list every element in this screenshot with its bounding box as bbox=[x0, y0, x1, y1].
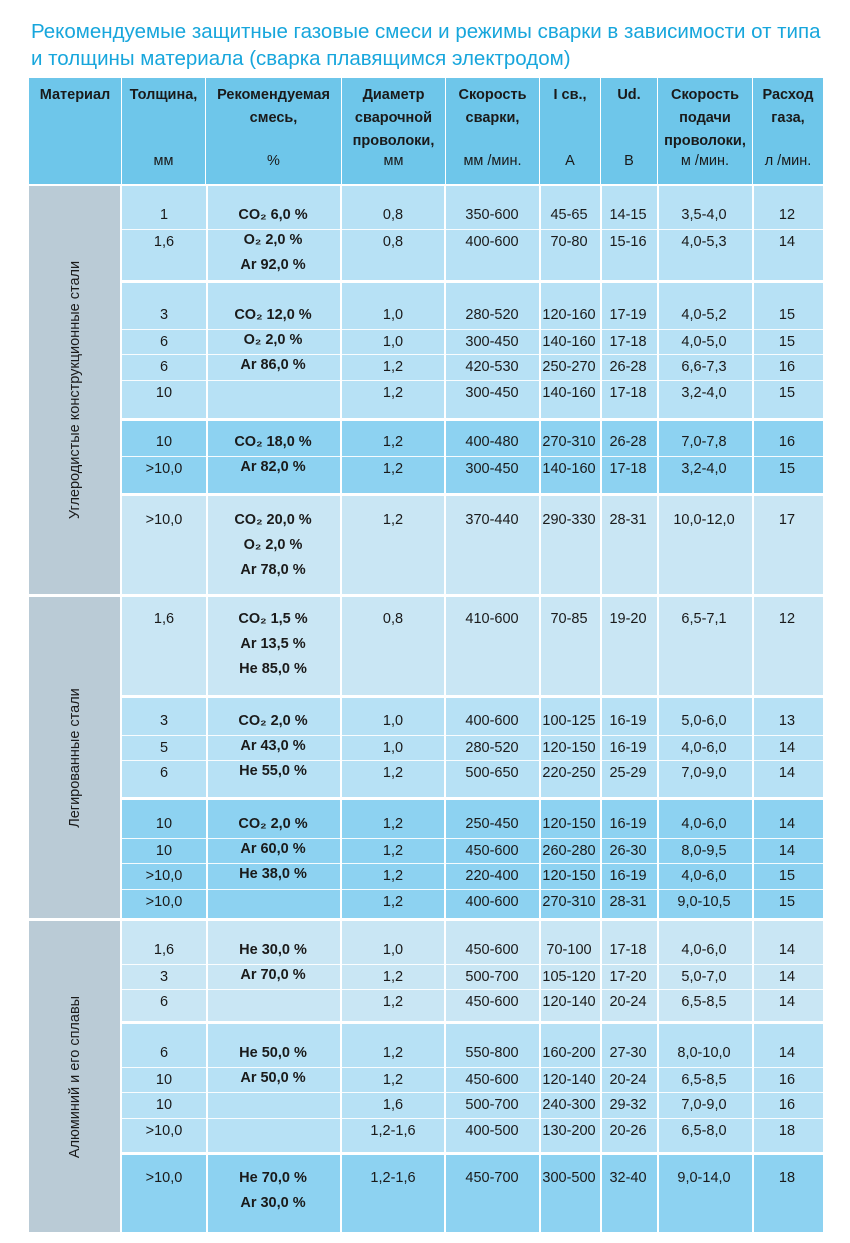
cell-gas-flow: 16 bbox=[778, 359, 796, 375]
cell-voltage: 26-30 bbox=[609, 842, 647, 859]
cell-thickness: >10,0 bbox=[145, 1122, 183, 1139]
table-row bbox=[122, 1041, 823, 1066]
cell-wire-diameter: 1,2 bbox=[382, 994, 404, 1010]
cell-wire-diameter: 1,2 bbox=[382, 842, 404, 859]
cell-wire-diameter: 1,2 bbox=[382, 1045, 404, 1061]
table-row bbox=[122, 812, 823, 837]
cell-thickness: 1,6 bbox=[153, 233, 175, 250]
cell-wire-diameter: 1,0 bbox=[382, 942, 404, 958]
cell-wire-diameter: 0,8 bbox=[382, 207, 404, 223]
cell-wire-diameter: 1,2 bbox=[382, 1071, 404, 1088]
cell-thickness: 6 bbox=[159, 1045, 169, 1061]
cell-thickness: 6 bbox=[159, 333, 169, 350]
cell-gas-flow: 13 bbox=[778, 713, 796, 729]
table-row bbox=[122, 735, 823, 761]
mixture-group bbox=[122, 1155, 823, 1232]
cell-thickness: 5 bbox=[159, 739, 169, 756]
cell-current: 120-150 bbox=[542, 868, 596, 884]
cell-current: 130-200 bbox=[542, 1122, 596, 1139]
gas-component: He 85,0 % bbox=[239, 661, 307, 677]
cell-wire-feed: 3,2-4,0 bbox=[681, 384, 727, 401]
header-welding-speed: Скорость сварки, мм /мин. bbox=[446, 78, 540, 184]
cell-thickness: 6 bbox=[159, 994, 169, 1010]
cell-wire-feed: 8,0-9,5 bbox=[681, 842, 727, 859]
cell-voltage: 17-18 bbox=[609, 333, 647, 350]
cell-current: 120-150 bbox=[542, 739, 596, 756]
table-row bbox=[122, 964, 823, 990]
gas-component: O₂ 2,0 % bbox=[243, 332, 303, 348]
cell-voltage: 17-18 bbox=[609, 384, 647, 401]
cell-voltage: 16-19 bbox=[609, 739, 647, 756]
cell-gas-flow: 15 bbox=[778, 460, 796, 477]
cell-wire-feed: 5,0-6,0 bbox=[681, 713, 727, 729]
cell-welding-speed: 280-520 bbox=[465, 307, 519, 323]
mixture-group bbox=[122, 921, 823, 1021]
category-label: Легированные стали bbox=[66, 687, 83, 828]
cell-current: 120-140 bbox=[542, 1071, 596, 1088]
cell-welding-speed: 450-600 bbox=[465, 942, 519, 958]
cell-wire-feed: 9,0-10,5 bbox=[677, 893, 731, 910]
cell-wire-diameter: 0,8 bbox=[382, 611, 404, 627]
cell-wire-feed: 7,0-7,8 bbox=[681, 434, 727, 450]
cell-wire-feed: 9,0-14,0 bbox=[677, 1170, 731, 1186]
cell-voltage: 17-19 bbox=[609, 307, 647, 323]
cell-wire-feed: 3,2-4,0 bbox=[681, 460, 727, 477]
cell-current: 220-250 bbox=[542, 765, 596, 781]
gas-component: CO₂ 12,0 % bbox=[234, 307, 312, 323]
cell-welding-speed: 370-440 bbox=[465, 512, 519, 528]
cell-current: 270-310 bbox=[542, 434, 596, 450]
category-label: Углеродистые конструкционные стали bbox=[66, 260, 83, 520]
cell-wire-feed: 4,0-6,0 bbox=[681, 942, 727, 958]
cell-gas-flow: 15 bbox=[778, 307, 796, 323]
cell-welding-speed: 220-400 bbox=[465, 868, 519, 884]
cell-welding-speed: 410-600 bbox=[465, 611, 519, 627]
cell-gas-flow: 14 bbox=[778, 994, 796, 1010]
cell-wire-diameter: 1,2 bbox=[382, 868, 404, 884]
cell-wire-diameter: 1,2 bbox=[382, 816, 404, 832]
cell-welding-speed: 500-700 bbox=[465, 1097, 519, 1113]
cell-welding-speed: 420-530 bbox=[465, 359, 519, 375]
cell-welding-speed: 500-650 bbox=[465, 765, 519, 781]
cell-welding-speed: 300-450 bbox=[465, 460, 519, 477]
cell-wire-feed: 6,5-8,5 bbox=[681, 994, 727, 1010]
cell-voltage: 27-30 bbox=[609, 1045, 647, 1061]
header-material: Материал bbox=[29, 78, 122, 184]
mixture-group bbox=[122, 698, 823, 797]
cell-thickness: 3 bbox=[159, 307, 169, 323]
cell-voltage: 32-40 bbox=[609, 1170, 647, 1186]
cell-welding-speed: 400-480 bbox=[465, 434, 519, 450]
cell-wire-diameter: 1,6 bbox=[382, 1097, 404, 1113]
cell-current: 140-160 bbox=[542, 384, 596, 401]
cell-wire-diameter: 1,0 bbox=[382, 739, 404, 756]
cell-current: 70-85 bbox=[550, 611, 588, 627]
cell-gas-flow: 18 bbox=[778, 1122, 796, 1139]
cell-voltage: 16-19 bbox=[609, 816, 647, 832]
cell-gas-flow: 14 bbox=[778, 765, 796, 781]
cell-gas-flow: 14 bbox=[778, 816, 796, 832]
header-wire-diameter: Диаметр сварочной проволоки, мм bbox=[342, 78, 446, 184]
cell-gas-flow: 12 bbox=[778, 207, 796, 223]
gas-component: CO₂ 6,0 % bbox=[238, 207, 308, 223]
gas-component: CO₂ 20,0 % bbox=[234, 512, 312, 528]
cell-thickness: 1,6 bbox=[153, 942, 175, 958]
cell-gas-flow: 14 bbox=[778, 739, 796, 756]
cell-wire-feed: 4,0-5,3 bbox=[681, 233, 727, 250]
cell-welding-speed: 450-600 bbox=[465, 1071, 519, 1088]
table-row bbox=[122, 456, 823, 482]
cell-wire-diameter: 1,0 bbox=[382, 333, 404, 350]
gas-component: Ar 13,5 % bbox=[240, 636, 306, 652]
page-title: Рекомендуемые защитные газовые смеси и режимы сварки в зависимости от типа и толщины материала (сварка плавящимся электродом) bbox=[31, 20, 821, 70]
mixture-group bbox=[122, 1024, 823, 1152]
cell-current: 270-310 bbox=[542, 893, 596, 910]
gas-component: He 50,0 % bbox=[239, 1045, 307, 1061]
table-row bbox=[122, 508, 823, 533]
table-row bbox=[122, 329, 823, 355]
cell-welding-speed: 300-450 bbox=[465, 384, 519, 401]
cell-gas-flow: 16 bbox=[778, 1097, 796, 1113]
cell-gas-flow: 17 bbox=[778, 512, 796, 528]
table-row bbox=[122, 838, 823, 864]
gas-component: He 38,0 % bbox=[239, 866, 307, 882]
header-gas-mix: Рекомендуемая смесь, % bbox=[206, 78, 342, 184]
cell-voltage: 16-19 bbox=[609, 713, 647, 729]
cell-wire-diameter: 1,2 bbox=[382, 968, 404, 985]
cell-voltage: 15-16 bbox=[609, 233, 647, 250]
cell-welding-speed: 400-600 bbox=[465, 233, 519, 250]
gas-component: Ar 86,0 % bbox=[240, 357, 306, 373]
category-cell bbox=[29, 921, 120, 1232]
table-row bbox=[122, 709, 823, 734]
table-row bbox=[122, 354, 823, 380]
cell-thickness: >10,0 bbox=[145, 868, 183, 884]
cell-current: 70-80 bbox=[550, 233, 588, 250]
table-row bbox=[122, 203, 823, 228]
cell-current: 250-270 bbox=[542, 359, 596, 375]
cell-gas-flow: 14 bbox=[778, 842, 796, 859]
category-cell bbox=[29, 597, 120, 918]
cell-wire-feed: 4,0-6,0 bbox=[681, 868, 727, 884]
cell-voltage: 17-20 bbox=[609, 968, 647, 985]
cell-wire-feed: 4,0-6,0 bbox=[681, 816, 727, 832]
gas-component: Ar 82,0 % bbox=[240, 459, 306, 475]
category-cell bbox=[29, 186, 120, 594]
cell-current: 140-160 bbox=[542, 333, 596, 350]
cell-wire-diameter: 0,8 bbox=[382, 233, 404, 250]
table-row bbox=[122, 989, 823, 1015]
cell-wire-diameter: 1,2 bbox=[382, 359, 404, 375]
cell-current: 290-330 bbox=[542, 512, 596, 528]
header-voltage: Ud. В bbox=[601, 78, 658, 184]
cell-thickness: 3 bbox=[159, 968, 169, 985]
cell-welding-speed: 500-700 bbox=[465, 968, 519, 985]
table-row bbox=[122, 607, 823, 632]
cell-current: 120-160 bbox=[542, 307, 596, 323]
cell-thickness: 10 bbox=[155, 816, 173, 832]
gas-component: He 70,0 % bbox=[239, 1170, 307, 1186]
table-row bbox=[122, 1166, 823, 1191]
cell-welding-speed: 400-500 bbox=[465, 1122, 519, 1139]
cell-current: 300-500 bbox=[542, 1170, 596, 1186]
gas-component: He 30,0 % bbox=[239, 942, 307, 958]
table-row bbox=[122, 1092, 823, 1118]
cell-welding-speed: 550-800 bbox=[465, 1045, 519, 1061]
cell-wire-feed: 7,0-9,0 bbox=[681, 1097, 727, 1113]
gas-component: Ar 50,0 % bbox=[240, 1070, 306, 1086]
cell-wire-feed: 4,0-5,2 bbox=[681, 307, 727, 323]
cell-thickness: >10,0 bbox=[145, 893, 183, 910]
cell-current: 260-280 bbox=[542, 842, 596, 859]
mixture-group bbox=[122, 283, 823, 418]
cell-wire-diameter: 1,2-1,6 bbox=[370, 1170, 416, 1186]
cell-gas-flow: 15 bbox=[778, 333, 796, 350]
table-row bbox=[122, 938, 823, 963]
cell-thickness: >10,0 bbox=[145, 460, 183, 477]
gas-component: Ar 30,0 % bbox=[240, 1195, 306, 1211]
cell-wire-feed: 6,5-7,1 bbox=[681, 611, 727, 627]
cell-gas-flow: 16 bbox=[778, 1071, 796, 1088]
cell-voltage: 14-15 bbox=[609, 207, 647, 223]
mixture-group bbox=[122, 800, 823, 918]
cell-gas-flow: 16 bbox=[778, 434, 796, 450]
cell-gas-flow: 15 bbox=[778, 384, 796, 401]
cell-voltage: 25-29 bbox=[609, 765, 647, 781]
gas-component: Ar 70,0 % bbox=[240, 967, 306, 983]
cell-wire-feed: 7,0-9,0 bbox=[681, 765, 727, 781]
cell-voltage: 17-18 bbox=[609, 942, 647, 958]
cell-thickness: 6 bbox=[159, 359, 169, 375]
cell-welding-speed: 350-600 bbox=[465, 207, 519, 223]
table-row bbox=[122, 1067, 823, 1093]
table-row bbox=[122, 863, 823, 889]
cell-wire-diameter: 1,2-1,6 bbox=[370, 1122, 416, 1139]
cell-current: 105-120 bbox=[542, 968, 596, 985]
cell-current: 140-160 bbox=[542, 460, 596, 477]
table-row bbox=[122, 760, 823, 786]
cell-voltage: 28-31 bbox=[609, 512, 647, 528]
cell-thickness: 1 bbox=[159, 207, 169, 223]
cell-gas-flow: 14 bbox=[778, 233, 796, 250]
gas-component: Ar 92,0 % bbox=[240, 257, 306, 273]
header-wire-feed: Скорость подачи проволоки, м /мин. bbox=[658, 78, 753, 184]
table-header bbox=[29, 78, 823, 184]
cell-wire-feed: 10,0-12,0 bbox=[673, 512, 735, 528]
gas-component: Ar 78,0 % bbox=[240, 562, 306, 578]
cell-welding-speed: 250-450 bbox=[465, 816, 519, 832]
mixture-group bbox=[122, 421, 823, 493]
table-row bbox=[122, 303, 823, 328]
cell-current: 45-65 bbox=[550, 207, 588, 223]
cell-voltage: 28-31 bbox=[609, 893, 647, 910]
cell-current: 120-150 bbox=[542, 816, 596, 832]
cell-voltage: 17-18 bbox=[609, 460, 647, 477]
cell-thickness: 10 bbox=[155, 1071, 173, 1088]
cell-welding-speed: 450-700 bbox=[465, 1170, 519, 1186]
cell-wire-feed: 6,5-8,5 bbox=[681, 1071, 727, 1088]
gas-component: CO₂ 18,0 % bbox=[234, 434, 312, 450]
cell-welding-speed: 300-450 bbox=[465, 333, 519, 350]
cell-voltage: 29-32 bbox=[609, 1097, 647, 1113]
cell-wire-diameter: 1,2 bbox=[382, 512, 404, 528]
cell-wire-diameter: 1,2 bbox=[382, 765, 404, 781]
cell-current: 160-200 bbox=[542, 1045, 596, 1061]
cell-voltage: 20-24 bbox=[609, 994, 647, 1010]
header-gas-flow: Расход газа, л /мин. bbox=[762, 87, 814, 169]
cell-current: 120-140 bbox=[542, 994, 596, 1010]
gas-component: CO₂ 2,0 % bbox=[238, 713, 308, 729]
cell-voltage: 26-28 bbox=[609, 434, 647, 450]
gas-component: Ar 60,0 % bbox=[240, 841, 306, 857]
cell-current: 70-100 bbox=[546, 942, 592, 958]
cell-wire-diameter: 1,0 bbox=[382, 713, 404, 729]
cell-gas-flow: 15 bbox=[778, 868, 796, 884]
cell-gas-flow: 14 bbox=[778, 942, 796, 958]
gas-component: CO₂ 1,5 % bbox=[238, 611, 308, 627]
cell-voltage: 20-24 bbox=[609, 1071, 647, 1088]
cell-voltage: 20-26 bbox=[609, 1122, 647, 1139]
cell-gas-flow: 12 bbox=[778, 611, 796, 627]
cell-wire-feed: 8,0-10,0 bbox=[677, 1045, 731, 1061]
cell-thickness: 1,6 bbox=[153, 611, 175, 627]
cell-current: 240-300 bbox=[542, 1097, 596, 1113]
cell-voltage: 16-19 bbox=[609, 868, 647, 884]
table-row bbox=[122, 229, 823, 255]
cell-thickness: 10 bbox=[155, 1097, 173, 1113]
table-row bbox=[122, 889, 823, 915]
gas-component: Ar 43,0 % bbox=[240, 738, 306, 754]
cell-gas-flow: 14 bbox=[778, 1045, 796, 1061]
cell-welding-speed: 400-600 bbox=[465, 713, 519, 729]
cell-wire-diameter: 1,2 bbox=[382, 384, 404, 401]
cell-wire-diameter: 1,0 bbox=[382, 307, 404, 323]
table-row bbox=[122, 430, 823, 455]
cell-gas-flow: 15 bbox=[778, 893, 796, 910]
cell-welding-speed: 280-520 bbox=[465, 739, 519, 756]
gas-component: O₂ 2,0 % bbox=[243, 232, 303, 248]
cell-wire-feed: 6,6-7,3 bbox=[681, 359, 727, 375]
cell-wire-feed: 5,0-7,0 bbox=[681, 968, 727, 985]
mixture-group bbox=[122, 496, 823, 594]
cell-wire-feed: 4,0-6,0 bbox=[681, 739, 727, 756]
cell-thickness: 6 bbox=[159, 765, 169, 781]
table-row bbox=[122, 1118, 823, 1144]
cell-voltage: 26-28 bbox=[609, 359, 647, 375]
cell-voltage: 19-20 bbox=[609, 611, 647, 627]
cell-wire-diameter: 1,2 bbox=[382, 893, 404, 910]
cell-wire-feed: 4,0-5,0 bbox=[681, 333, 727, 350]
cell-thickness: 10 bbox=[155, 384, 173, 401]
header-current: I св., А bbox=[540, 78, 601, 184]
cell-welding-speed: 400-600 bbox=[465, 893, 519, 910]
cell-thickness: 3 bbox=[159, 713, 169, 729]
cell-wire-feed: 3,5-4,0 bbox=[681, 207, 727, 223]
cell-gas-flow: 14 bbox=[778, 968, 796, 985]
cell-wire-diameter: 1,2 bbox=[382, 434, 404, 450]
cell-thickness: >10,0 bbox=[145, 512, 183, 528]
mixture-group bbox=[122, 597, 823, 695]
cell-wire-feed: 6,5-8,0 bbox=[681, 1122, 727, 1139]
cell-thickness: 10 bbox=[155, 842, 173, 859]
gas-component: O₂ 2,0 % bbox=[243, 537, 303, 553]
cell-current: 100-125 bbox=[542, 713, 596, 729]
gas-component: He 55,0 % bbox=[239, 763, 307, 779]
cell-thickness: 10 bbox=[155, 434, 173, 450]
cell-wire-diameter: 1,2 bbox=[382, 460, 404, 477]
category-label: Алюминий и его сплавы bbox=[66, 995, 83, 1158]
cell-welding-speed: 450-600 bbox=[465, 842, 519, 859]
mixture-group bbox=[122, 186, 823, 280]
gas-component: CO₂ 2,0 % bbox=[238, 816, 308, 832]
table-row bbox=[122, 380, 823, 406]
cell-welding-speed: 450-600 bbox=[465, 994, 519, 1010]
cell-gas-flow: 18 bbox=[778, 1170, 796, 1186]
cell-thickness: >10,0 bbox=[145, 1170, 183, 1186]
header-thickness: Толщина, мм bbox=[122, 78, 206, 184]
